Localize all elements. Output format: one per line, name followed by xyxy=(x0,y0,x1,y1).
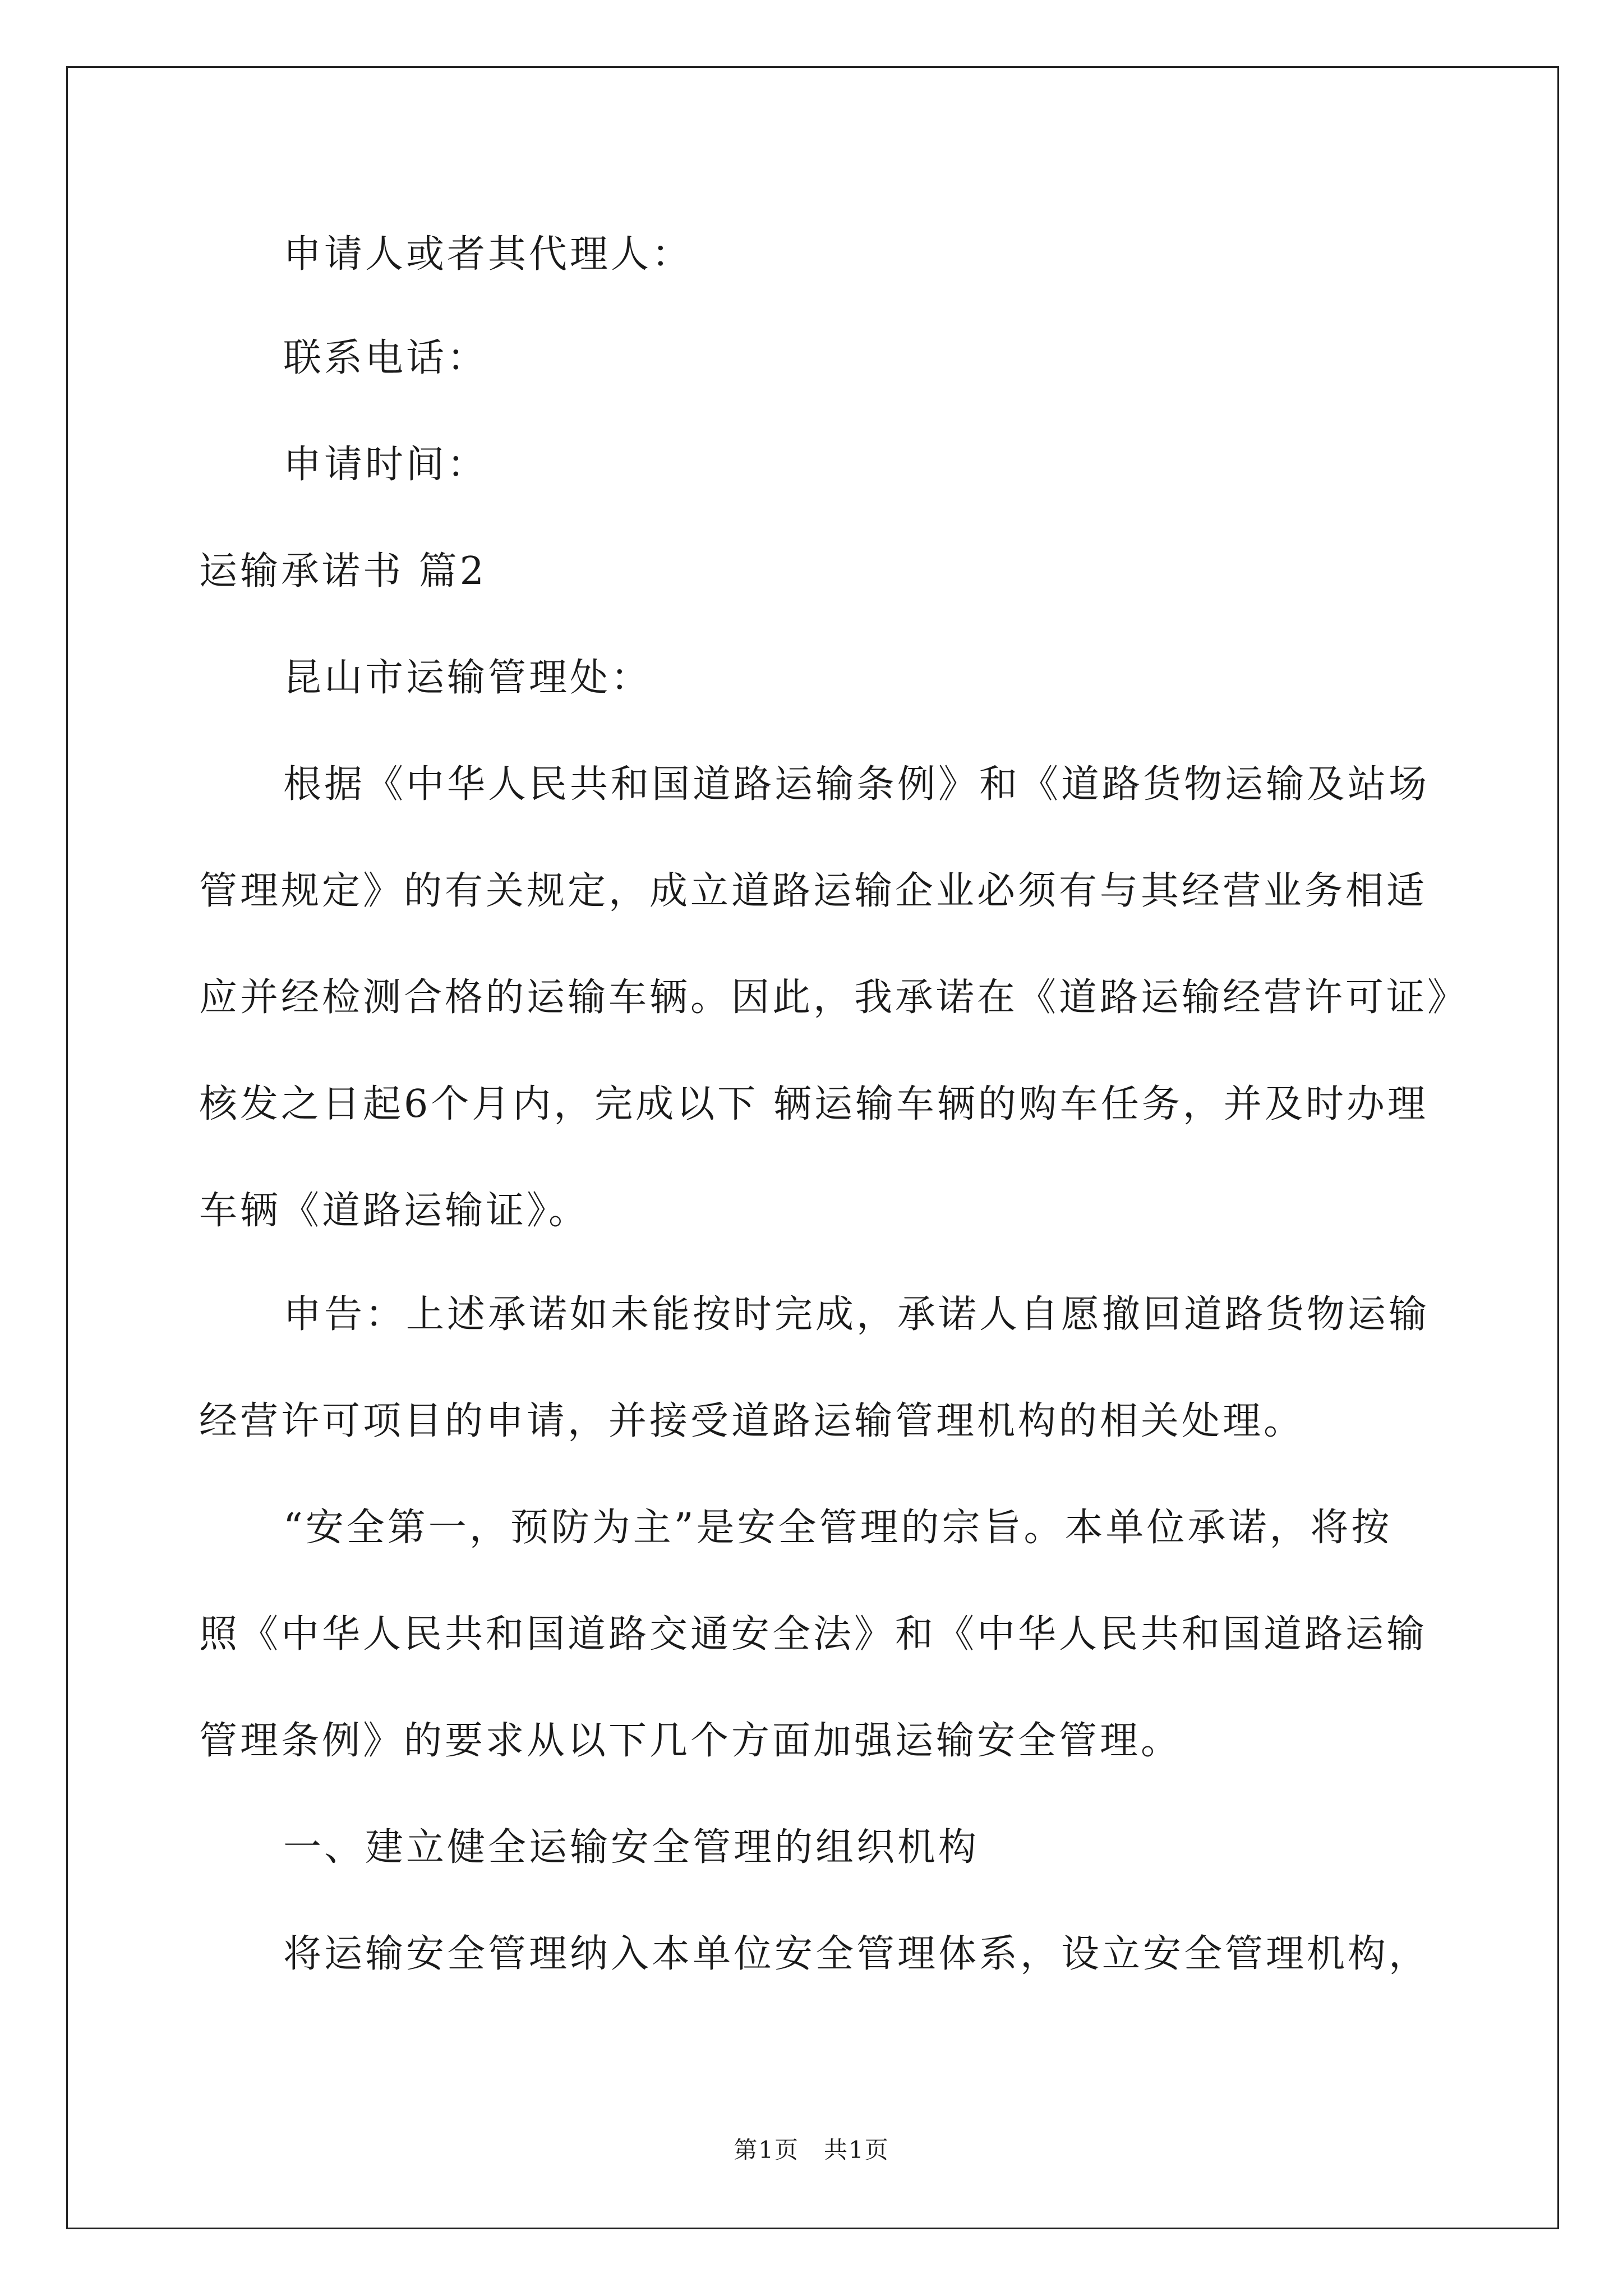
paragraph-line: 申告：上述承诺如未能按时完成，承诺人自愿撤回道路货物运输 xyxy=(283,1292,1430,1337)
page-footer: 第1页 共1页 xyxy=(734,2136,889,2164)
paragraph-line: 核发之日起6个月内，完成以下 辆运输车辆的购车任务，并及时办理 xyxy=(199,1082,1428,1126)
paragraph-line: 将运输安全管理纳入本单位安全管理体系，设立安全管理机构， xyxy=(283,1932,1430,1976)
section-heading: 运输承诺书 篇2 xyxy=(199,549,487,593)
paragraph-line: 经营许可项目的申请，并接受道路运输管理机构的相关处理。 xyxy=(199,1399,1305,1443)
paragraph-line: 应并经检测合格的运输车辆。因此，我承诺在《道路运输经营许可证》 xyxy=(199,976,1469,1020)
subheading-line: 一、建立健全运输安全管理的组织机构 xyxy=(283,1825,980,1870)
addressee-line: 昆山市运输管理处： xyxy=(283,656,652,700)
paragraph-line: 管理条例》的要求从以下几个方面加强运输安全管理。 xyxy=(199,1719,1182,1763)
paragraph-line: “安全第一，预防为主”是安全管理的宗旨。本单位承诺，将按 xyxy=(283,1506,1393,1550)
paragraph-line: 管理规定》的有关规定，成立道路运输企业必须有与其经营业务相适 xyxy=(199,869,1428,913)
page-border xyxy=(66,66,1559,2229)
paragraph-line: 照《中华人民共和国道路交通安全法》和《中华人民共和国道路运输 xyxy=(199,1612,1428,1657)
phone-line: 联系电话： xyxy=(283,336,488,380)
paragraph-line: 根据《中华人民共和国道路运输条例》和《道路货物运输及站场 xyxy=(283,762,1430,807)
date-line: 申请时间： xyxy=(283,443,488,487)
applicant-line: 申请人或者其代理人： xyxy=(283,232,693,277)
paragraph-line: 车辆《道路运输证》。 xyxy=(199,1189,590,1233)
